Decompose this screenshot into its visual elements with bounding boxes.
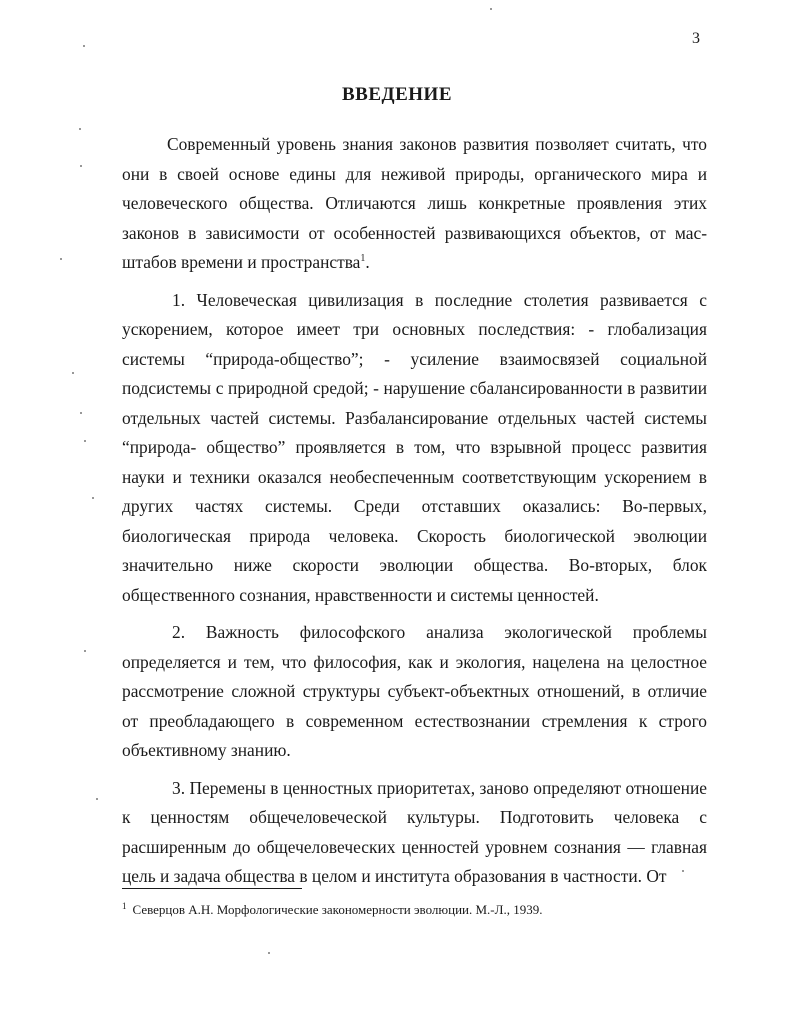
scan-speck: [72, 372, 74, 374]
scan-speck: [60, 258, 62, 260]
scan-speck: [96, 798, 98, 800]
paragraph-intro-text: Современный уровень знания законов развития позволяет считать, что они в своей основе едины для неживой природы, органического мира и человеческого общества. Отличаются лишь конкретные проявления этих законов в зависимости от особенностей развивающихся объектов, от масштабов времени и пространства: [122, 134, 707, 272]
footnote-divider: [122, 888, 302, 889]
page-title: ВВЕДЕНИЕ: [342, 84, 452, 105]
footnote-number: 1: [122, 900, 127, 911]
footnote-ref: 1: [360, 253, 366, 265]
scan-speck: [80, 412, 82, 414]
footnote: [122, 901, 707, 919]
scan-speck: [268, 952, 270, 954]
scan-speck: [490, 8, 492, 10]
scan-speck: [682, 870, 684, 872]
paragraph-2: 2. Важность философского анализа экологической проблемы определяется и тем, что философия, как и экология, нацелена на целостное рассмотрение сложной структуры субъект-объектных отношений, в отличие от преобладающего в современном естествознании стремления к строго объективному знанию.: [122, 622, 707, 760]
scan-speck: [80, 165, 82, 167]
scan-speck: [79, 128, 81, 130]
scan-speck: [84, 650, 86, 652]
footnote-text: Северцов А.Н. Морфологические закономерности эволюции. М.-Л., 1939.: [132, 902, 543, 917]
scan-speck: [84, 440, 86, 442]
paragraph-intro: [122, 130, 707, 278]
paragraph-1: 1. Человеческая цивилизация в последние столетия развивается с ускорением, которое имеет три основных последствия: - глобализация системы “природа-общество”; - усиление взаимосвязей социальной подсистемы с природной средой; - нарушение сбалансированности в развитии отдельных частей системы. Разбалансирование отдельных частей системы “природа- общество” проявляется в том, что взрывной процесс развития науки и техники оказался необеспеченным соответствующим ускорением в других частях системы. Среди отставших оказались: Во-первых, биологическая природа человека. Скорость биологической эволюции значительно ниже скорости эволюции общества. Во-вторых, блок общественного сознания, нравственности и системы ценностей.: [122, 289, 707, 605]
body-text: [122, 130, 707, 900]
page-number: 3: [692, 30, 700, 47]
paragraph-3: 3. Перемены в ценностных приоритетах, заново определяют отношение к ценностям общечеловеческой культуры. Подготовить человека с расширенным до общечеловеческих ценностей уровнем сознания — главная цель и задача общества в целом и института образования в частности. От: [122, 777, 707, 886]
paragraph-intro-tail: .: [365, 252, 370, 272]
scan-speck: [83, 45, 85, 47]
scan-speck: [92, 497, 94, 499]
